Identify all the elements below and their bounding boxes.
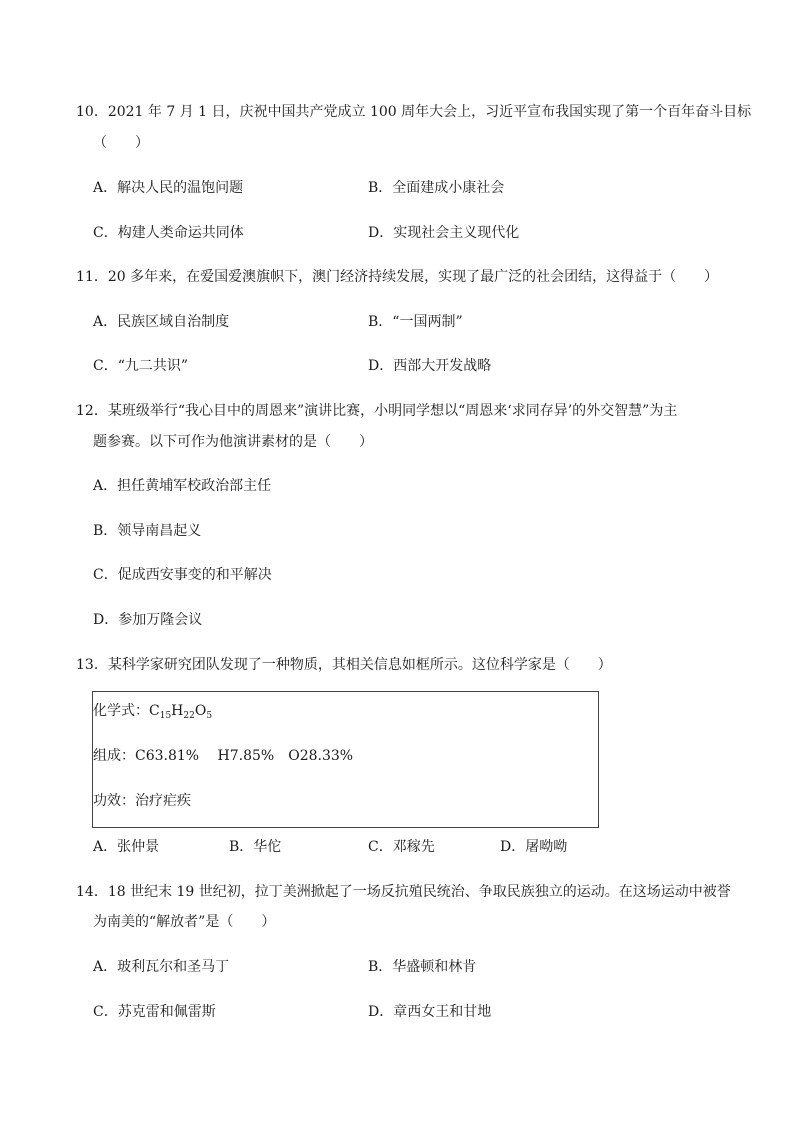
- formula-c-subscript: 15: [159, 711, 172, 721]
- formula-h-subscript: 22: [183, 711, 195, 721]
- formula-o: O: [194, 703, 207, 719]
- question-14-option-a[interactable]: A．玻利瓦尔和圣马丁: [93, 959, 230, 975]
- effect: 功效：治疗疟疾: [93, 793, 191, 809]
- question-10-answer-blank: （ ）: [93, 135, 149, 151]
- question-12-option-d[interactable]: D．参加万隆会议: [93, 612, 203, 628]
- question-10-option-b[interactable]: B．全面建成小康社会: [368, 180, 505, 196]
- formula-o-subscript: 5: [206, 711, 213, 721]
- question-13-option-b[interactable]: B．华佗: [229, 839, 282, 855]
- formula-h: H: [171, 703, 184, 719]
- question-11-option-d[interactable]: D．西部大开发战略: [368, 358, 492, 374]
- chemical-formula: [93, 700, 212, 720]
- question-13-option-d[interactable]: D．屠呦呦: [500, 839, 568, 855]
- question-12-stem-continued: 题参赛。以下可作为他演讲素材的是（ ）: [93, 434, 373, 450]
- question-14-stem: 14．18 世纪末 19 世纪初，拉丁美洲掀起了一场反抗殖民统治、争取民族独立的运动。在这场运动中被誉: [76, 884, 731, 900]
- question-11-option-b[interactable]: B．“一国两制”: [368, 314, 463, 330]
- question-12-option-c[interactable]: C．促成西安事变的和平解决: [93, 567, 272, 583]
- question-11-option-a[interactable]: A．民族区域自治制度: [93, 314, 230, 330]
- question-13-stem: 13．某科学家研究团队发现了一种物质，其相关信息如框所示。这位科学家是（ ）: [76, 657, 612, 673]
- formula-label: 化学式：: [93, 703, 149, 719]
- question-12-stem: 12．某班级举行“我心目中的周恩来”演讲比赛，小明同学想以“周恩来‘求同存异’的外交智慧”为主: [76, 403, 678, 419]
- question-10-option-d[interactable]: D．实现社会主义现代化: [368, 225, 520, 241]
- question-10-option-c[interactable]: C．构建人类命运共同体: [93, 225, 244, 241]
- question-10-stem: 10．2021 年 7 月 1 日，庆祝中国共产党成立 100 周年大会上，习近平宣布我国实现了第一个百年奋斗目标: [76, 104, 752, 120]
- question-10-option-a[interactable]: A．解决人民的温饱问题: [93, 180, 244, 196]
- question-14-option-d[interactable]: D．章西女王和甘地: [368, 1004, 492, 1020]
- question-14-option-b[interactable]: B．华盛顿和林肯: [368, 959, 477, 975]
- question-11-stem: 11．20 多年来，在爱国爱澳旗帜下，澳门经济持续发展，实现了最广泛的社会团结，这得益于（ ）: [76, 269, 719, 285]
- formula-c: C: [149, 703, 160, 719]
- question-12-option-a[interactable]: A．担任黄埔军校政治部主任: [93, 478, 272, 494]
- composition: 组成：C63.81% H7.85% O28.33%: [93, 748, 354, 764]
- question-11-option-c[interactable]: C．“九二共识”: [93, 358, 189, 374]
- question-13-option-a[interactable]: A．张仲景: [93, 839, 160, 855]
- question-14-option-c[interactable]: C．苏克雷和佩雷斯: [93, 1004, 216, 1020]
- question-12-option-b[interactable]: B．领导南昌起义: [93, 523, 202, 539]
- question-14-stem-continued: 为南美的“解放者”是（ ）: [93, 914, 276, 930]
- question-13-option-c[interactable]: C．邓稼先: [368, 839, 435, 855]
